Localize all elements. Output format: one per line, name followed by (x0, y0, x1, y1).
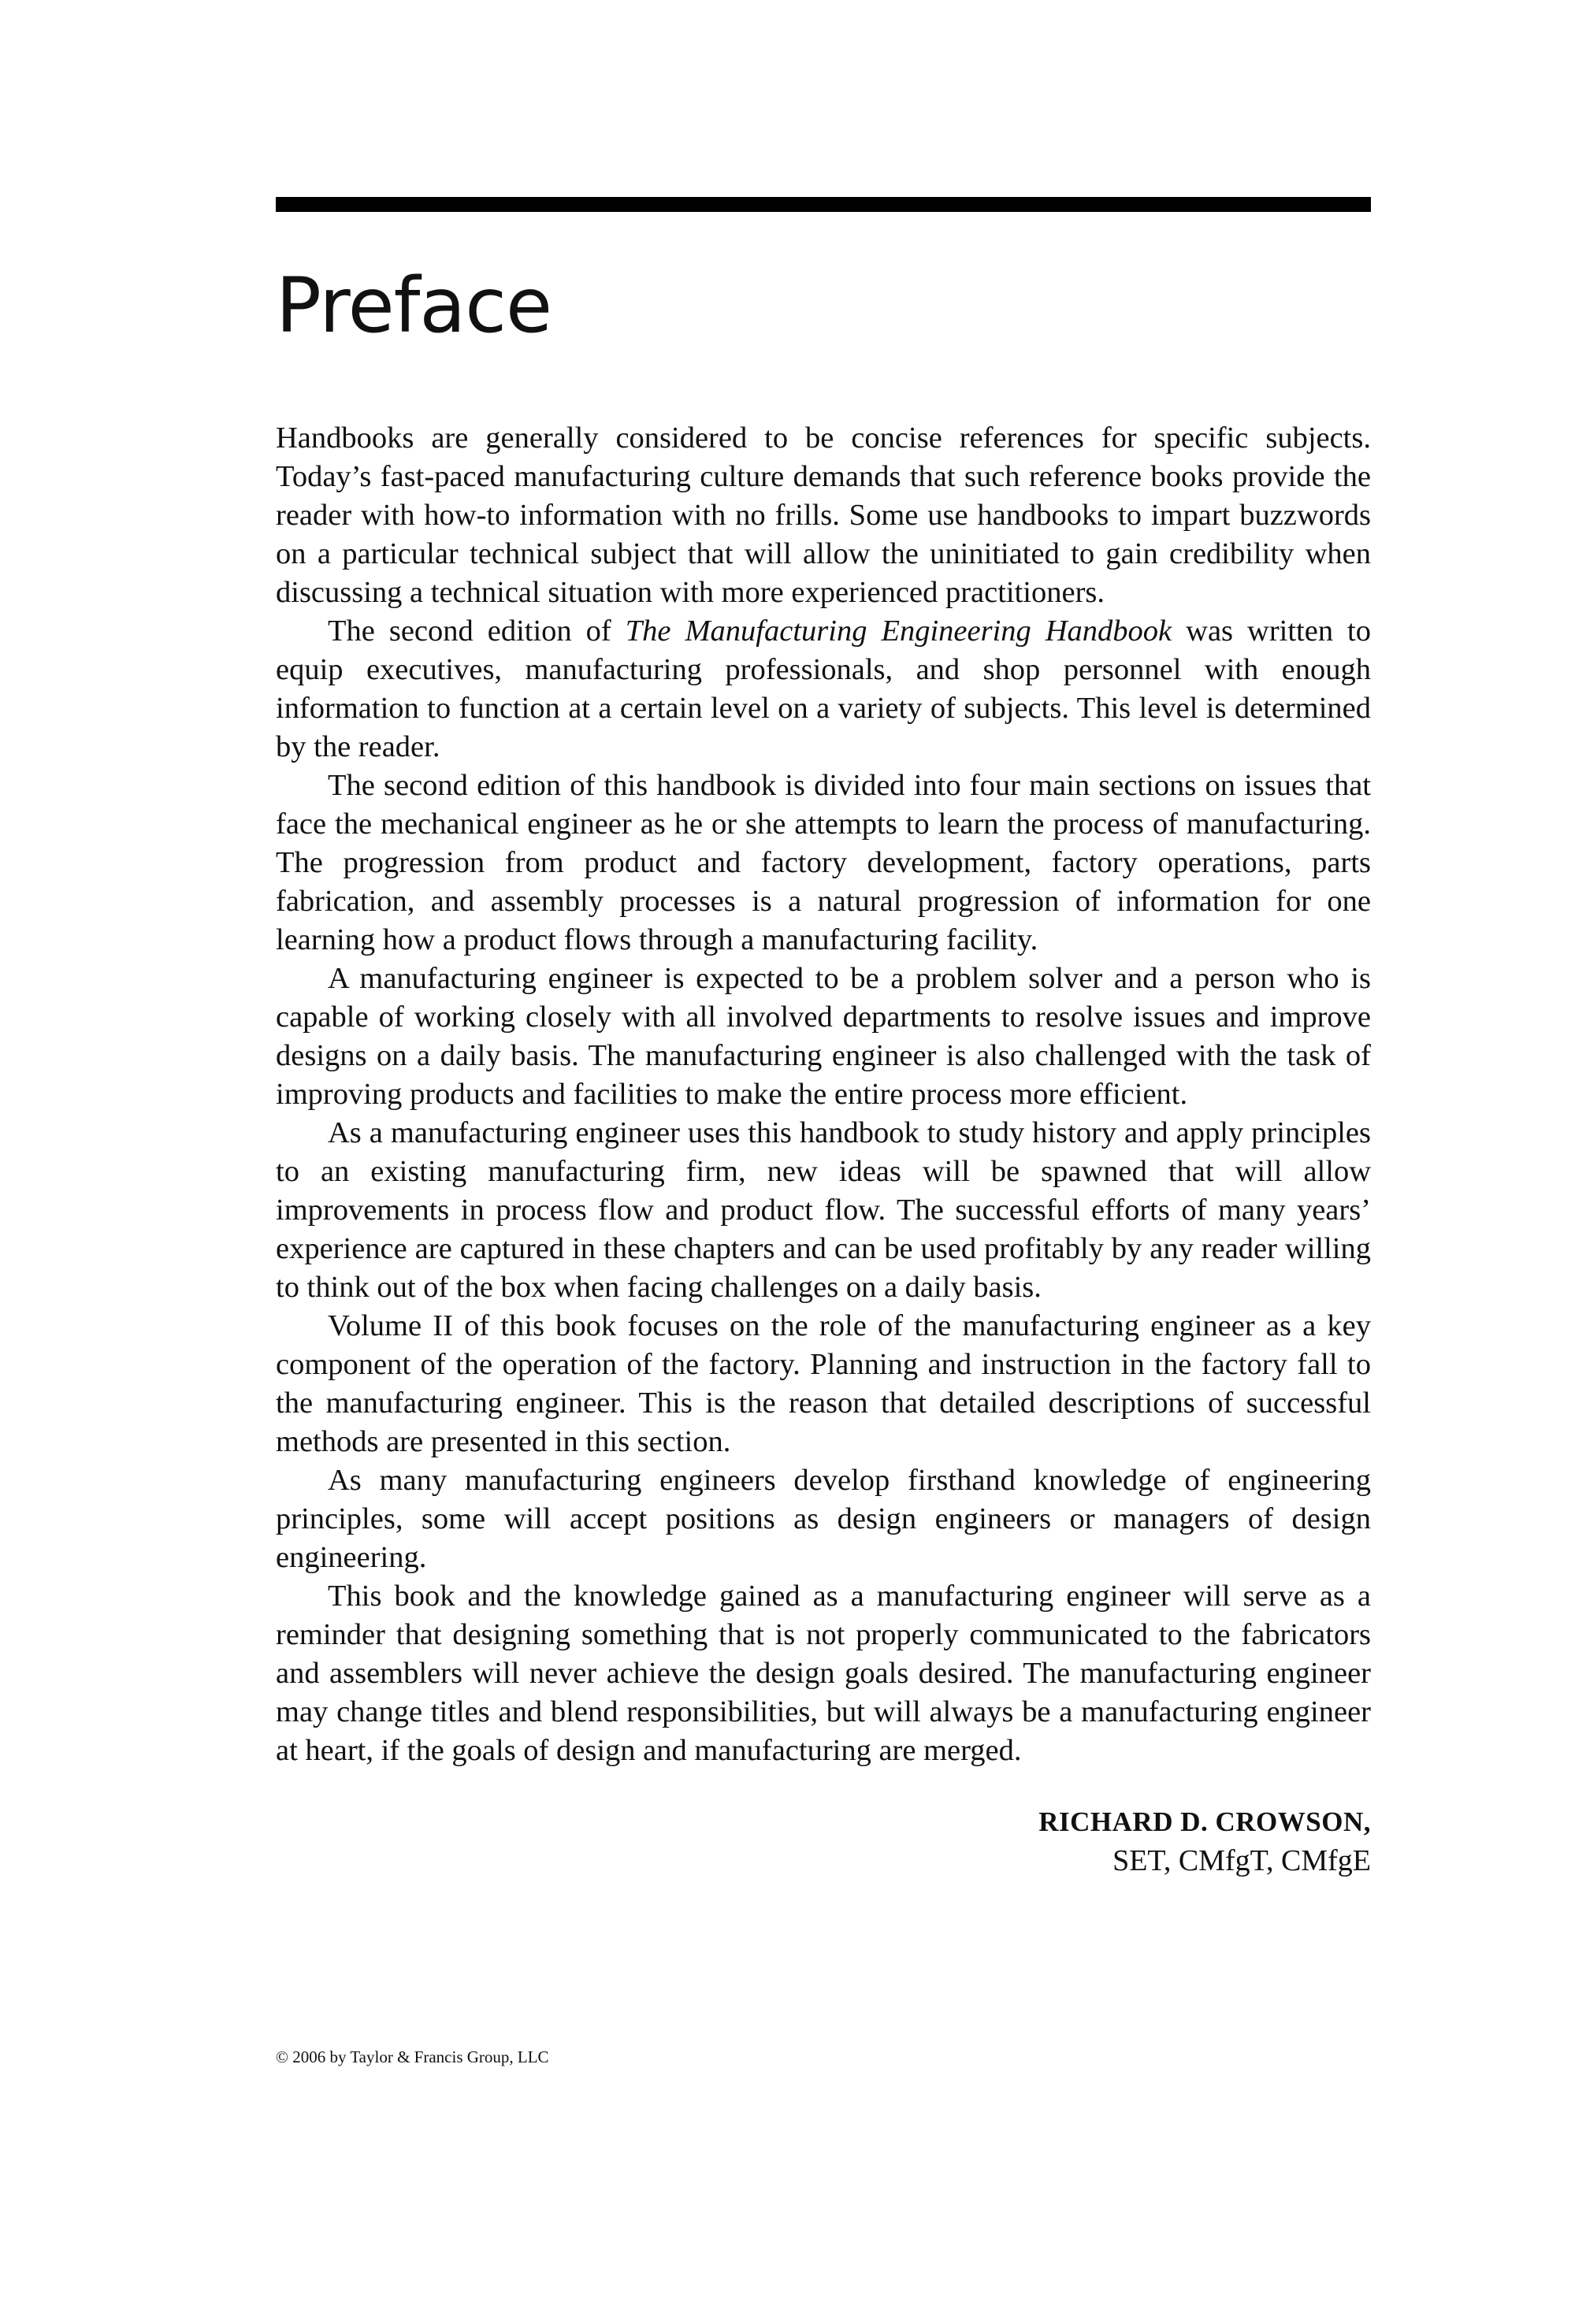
paragraph-3: The second edition of this handbook is divided into four main sections on issues that face the mechanical engineer as he or she attempts to learn the process of manufacturing. The progression from product and factory development, factory operations, parts fabrication, and assembly processes is a natural progression of information for one learning how a product flows through a manufacturing facility. (276, 769, 1371, 956)
author-name: RICHARD D. CROWSON, (1038, 1806, 1371, 1837)
paragraph-1: Handbooks are generally considered to be concise references for specific subjects. Today’s fast-paced manufacturing culture demands that such reference books provide the reader with how-to information with no frills. Some use handbooks to impart buzzwords on a particular technical subject that will allow the uninitiated to gain credibility when discussing a technical situation with more experienced practitioners. (276, 421, 1371, 609)
paragraph-4: A manufacturing engineer is expected to be a problem solver and a person who is capable of working closely with all involved departments to resolve issues and improve designs on a daily basis. The manufacturing engineer is also challenged with the task of improving products and facilities to make the entire process more efficient. (276, 962, 1371, 1111)
paragraph-6: Volume II of this book focuses on the role of the manufacturing engineer as a key component of the operation of the factory. Planning and instruction in the factory fall to the manufacturing engineer. This is the reason that detailed descriptions of successful methods are presented in this section. (276, 1309, 1371, 1458)
handbook-title: The Manufacturing Engineering Handbook (625, 614, 1172, 648)
author-credentials: SET, CMfgT, CMfgE (1112, 1844, 1371, 1877)
paragraph-2-lead: The second edition of (328, 614, 626, 648)
paragraph-2 (276, 612, 1371, 767)
paragraph-7: As many manufacturing engineers develop firsthand knowledge of engineering principles, some will accept positions as design engineers or managers of design engineering. (276, 1464, 1371, 1574)
signature-block (276, 1804, 1371, 1881)
page-title: Preface (276, 262, 552, 350)
copyright-notice: © 2006 by Taylor & Francis Group, LLC (276, 2047, 549, 2066)
paragraph-2-rest: was written to equip executives, manufacturing professionals, and shop personnel with enough information to function at a certain level on a variety of subjects. This level is determined by the reader. (276, 614, 1372, 763)
title-rule (276, 197, 1371, 212)
paragraph-8: This book and the knowledge gained as a manufacturing engineer will serve as a reminder that designing something that is not properly communicated to the fabricators and assemblers will never achieve the design goals desired. The manufacturing engineer may change titles and blend responsibilities, but will always be a manufacturing engineer at heart, if the goals of design and manufacturing are merged. (276, 1580, 1371, 1767)
paragraph-5: As a manufacturing engineer uses this handbook to study history and apply principles to an existing manufacturing firm, new ideas will be spawned that will allow improvements in process flow and product flow. The successful efforts of many years’ experience are captured in these chapters and can be used profitably by any reader willing to think out of the box when facing challenges on a daily basis. (276, 1116, 1371, 1304)
preface-body (276, 419, 1371, 1770)
